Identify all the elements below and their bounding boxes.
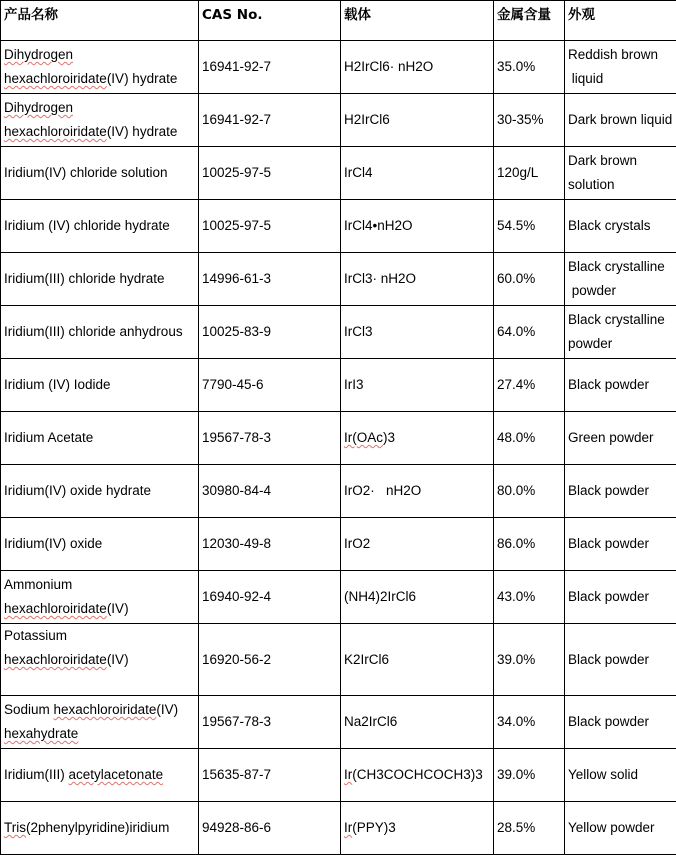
cell-product-name: Iridium(IV) oxide hydrate	[1, 465, 199, 518]
cell-appearance: Black crystals	[565, 200, 676, 253]
cell-carrier: IrO2· nH2O	[341, 465, 494, 518]
cell-carrier: IrCl3· nH2O	[341, 253, 494, 306]
cell-carrier: Na2IrCl6	[341, 696, 494, 749]
cell-carrier: IrCl4•nH2O	[341, 200, 494, 253]
cell-product-name: Potassium hexachloroiridate(IV)	[1, 624, 199, 696]
table-row	[1, 94, 676, 147]
cell-appearance: Yellow powder	[565, 802, 676, 855]
cell-carrier: Ir(PPY)3	[341, 802, 494, 855]
cell-cas-no: 94928-86-6	[199, 802, 341, 855]
table-row	[1, 624, 676, 696]
cell-carrier: IrI3	[341, 359, 494, 412]
table-row	[1, 571, 676, 624]
cell-appearance: Black crystalline powder	[565, 253, 676, 306]
cell-metal-content: 30-35%	[494, 94, 565, 147]
table-row	[1, 253, 676, 306]
cell-appearance: Black powder	[565, 518, 676, 571]
cell-cas-no: 16941-92-7	[199, 41, 341, 94]
header-cas-no: CAS No.	[199, 1, 341, 41]
table-row	[1, 147, 676, 200]
cell-appearance: Black powder	[565, 465, 676, 518]
cell-carrier: IrCl4	[341, 147, 494, 200]
cell-cas-no: 19567-78-3	[199, 696, 341, 749]
cell-appearance: Black powder	[565, 696, 676, 749]
cell-product-name: Iridium(III) chloride anhydrous	[1, 306, 199, 359]
cell-appearance: Black powder	[565, 359, 676, 412]
cell-cas-no: 15635-87-7	[199, 749, 341, 802]
header-row	[1, 1, 676, 41]
cell-appearance: Green powder	[565, 412, 676, 465]
cell-appearance: Yellow solid	[565, 749, 676, 802]
cell-carrier: (NH4)2IrCl6	[341, 571, 494, 624]
cell-metal-content: 43.0%	[494, 571, 565, 624]
cell-metal-content: 28.5%	[494, 802, 565, 855]
cell-product-name: Iridium(IV) chloride solution	[1, 147, 199, 200]
cell-metal-content: 48.0%	[494, 412, 565, 465]
cell-appearance: Dark brown solution	[565, 147, 676, 200]
cell-product-name: Sodium hexachloroiridate(IV) hexahydrate	[1, 696, 199, 749]
header-carrier: 载体	[341, 1, 494, 41]
cell-metal-content: 35.0%	[494, 41, 565, 94]
cell-appearance: Black crystalline powder	[565, 306, 676, 359]
cell-metal-content: 39.0%	[494, 624, 565, 696]
cell-cas-no: 10025-97-5	[199, 147, 341, 200]
cell-appearance: Reddish brown liquid	[565, 41, 676, 94]
cell-carrier: K2IrCl6	[341, 624, 494, 696]
cell-product-name: Iridium (IV) chloride hydrate	[1, 200, 199, 253]
table-row	[1, 41, 676, 94]
cell-cas-no: 16940-92-4	[199, 571, 341, 624]
cell-carrier: Ir(OAc)3	[341, 412, 494, 465]
cell-product-name: Iridium (IV) Iodide	[1, 359, 199, 412]
cell-carrier: IrCl3	[341, 306, 494, 359]
cell-carrier: H2IrCl6· nH2O	[341, 41, 494, 94]
cell-cas-no: 14996-61-3	[199, 253, 341, 306]
table-row	[1, 465, 676, 518]
cell-cas-no: 7790-45-6	[199, 359, 341, 412]
cell-metal-content: 80.0%	[494, 465, 565, 518]
cell-cas-no: 16941-92-7	[199, 94, 341, 147]
cell-carrier: H2IrCl6	[341, 94, 494, 147]
table-row	[1, 696, 676, 749]
cell-product-name: Iridium(IV) oxide	[1, 518, 199, 571]
cell-metal-content: 34.0%	[494, 696, 565, 749]
cell-product-name: Iridium(III) chloride hydrate	[1, 253, 199, 306]
header-metal-content: 金属含量	[494, 1, 565, 41]
cell-cas-no: 16920-56-2	[199, 624, 341, 696]
cell-metal-content: 86.0%	[494, 518, 565, 571]
cell-product-name: Dihydrogen hexachloroiridate(IV) hydrate	[1, 41, 199, 94]
cell-appearance: Dark brown liquid	[565, 94, 676, 147]
header-appearance: 外观	[565, 1, 676, 41]
cell-appearance: Black powder	[565, 571, 676, 624]
table-row	[1, 359, 676, 412]
cell-cas-no: 19567-78-3	[199, 412, 341, 465]
cell-cas-no: 12030-49-8	[199, 518, 341, 571]
cell-metal-content: 39.0%	[494, 749, 565, 802]
cell-product-name: Dihydrogen hexachloroiridate(IV) hydrate	[1, 94, 199, 147]
cell-appearance: Black powder	[565, 624, 676, 696]
table-row	[1, 200, 676, 253]
table-row	[1, 518, 676, 571]
cell-product-name: Iridium(III) acetylacetonate	[1, 749, 199, 802]
cell-metal-content: 60.0%	[494, 253, 565, 306]
cell-carrier: IrO2	[341, 518, 494, 571]
table-row	[1, 306, 676, 359]
cell-product-name: Tris(2phenylpyridine)iridium	[1, 802, 199, 855]
cell-product-name: Ammonium hexachloroiridate(IV)	[1, 571, 199, 624]
cell-metal-content: 27.4%	[494, 359, 565, 412]
cell-cas-no: 10025-97-5	[199, 200, 341, 253]
cell-cas-no: 30980-84-4	[199, 465, 341, 518]
cell-product-name: Iridium Acetate	[1, 412, 199, 465]
header-product-name: 产品名称	[1, 1, 199, 41]
cell-metal-content: 120g/L	[494, 147, 565, 200]
cell-metal-content: 64.0%	[494, 306, 565, 359]
table-row	[1, 749, 676, 802]
cell-metal-content: 54.5%	[494, 200, 565, 253]
cell-carrier: Ir(CH3COCHCOCH3)3	[341, 749, 494, 802]
table-row	[1, 412, 676, 465]
table-row	[1, 802, 676, 855]
cell-cas-no: 10025-83-9	[199, 306, 341, 359]
